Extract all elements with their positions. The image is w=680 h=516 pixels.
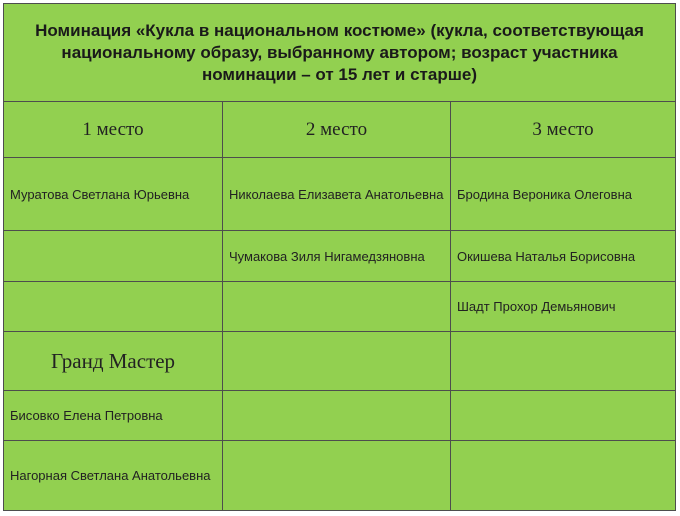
title-row bbox=[4, 4, 676, 102]
table-cell: Бисовко Елена Петровна bbox=[4, 391, 223, 441]
nomination-title: Номинация «Кукла в национальном костюме» (кукла, соответствующая национальному образу, выбранному автором; возраст участника номинации – от 15 лет и старше) bbox=[4, 4, 676, 102]
table-cell: Нагорная Светлана Анатольевна bbox=[4, 441, 223, 511]
table-row bbox=[4, 231, 676, 282]
table-cell bbox=[4, 282, 223, 332]
table-cell bbox=[223, 391, 451, 441]
grand-master-label: Гранд Мастер bbox=[4, 332, 223, 391]
table-cell bbox=[451, 441, 676, 511]
table-cell bbox=[223, 441, 451, 511]
table-cell: Окишева Наталья Борисовна bbox=[451, 231, 676, 282]
results-table-wrapper bbox=[3, 3, 676, 511]
table-cell bbox=[223, 282, 451, 332]
table-cell: Шадт Прохор Демьянович bbox=[451, 282, 676, 332]
table-row bbox=[4, 391, 676, 441]
table-row bbox=[4, 441, 676, 511]
table-cell: Чумакова Зиля Нигамедзяновна bbox=[223, 231, 451, 282]
table-cell bbox=[4, 231, 223, 282]
table-cell bbox=[451, 391, 676, 441]
header-third-place: 3 место bbox=[451, 102, 676, 158]
table-cell bbox=[451, 332, 676, 391]
table-cell: Муратова Светлана Юрьевна bbox=[4, 158, 223, 231]
table-row bbox=[4, 158, 676, 231]
grand-master-row bbox=[4, 332, 676, 391]
header-first-place: 1 место bbox=[4, 102, 223, 158]
results-table bbox=[3, 3, 676, 511]
table-row bbox=[4, 282, 676, 332]
header-second-place: 2 место bbox=[223, 102, 451, 158]
table-cell: Николаева Елизавета Анатольевна bbox=[223, 158, 451, 231]
table-cell bbox=[223, 332, 451, 391]
table-cell: Бродина Вероника Олеговна bbox=[451, 158, 676, 231]
header-row bbox=[4, 102, 676, 158]
